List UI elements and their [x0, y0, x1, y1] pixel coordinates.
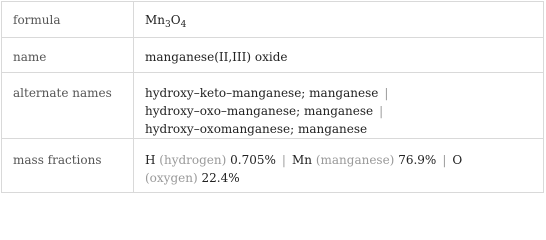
mass-fraction-o-value: 22.4%: [201, 171, 240, 185]
alternate-name-3: hydroxy–oxomanganese; manganese: [145, 122, 368, 136]
mass-fractions-label-cell: [2, 139, 134, 193]
mass-fraction-h-value: 0.705%: [230, 153, 276, 167]
alternate-name-separator-1: |: [384, 86, 389, 100]
name-label: name: [13, 50, 47, 64]
alternate-names-value: [145, 73, 535, 138]
formula-row: [2, 2, 544, 38]
formula-value: [145, 2, 535, 29]
name-row: [2, 38, 544, 73]
alternate-name-line-1: [145, 84, 535, 102]
alternate-names-value-cell: [134, 73, 544, 139]
mass-fraction-o-element: (oxygen): [145, 171, 198, 185]
name-value: manganese(II,III) oxide: [145, 50, 288, 64]
formula-mn-subscript: 3: [165, 20, 171, 30]
alternate-names-row: [2, 73, 544, 139]
mass-fraction-h-element: (hydrogen): [159, 153, 227, 167]
mass-fraction-mn-element: (manganese): [315, 153, 395, 167]
formula-o: O: [170, 13, 181, 27]
alternate-name-line-3: [145, 120, 535, 138]
mass-fractions-value-cell: [134, 139, 544, 193]
mass-fraction-mn-symbol: Mn: [291, 153, 312, 167]
mass-fraction-separator-2: |: [442, 153, 447, 167]
name-value-cell: [134, 38, 544, 73]
mass-fraction-h-symbol: H: [145, 153, 156, 167]
formula-value-cell: [134, 2, 544, 38]
mass-fraction-line-1: [145, 151, 535, 169]
alternate-name-separator-2: |: [379, 104, 384, 118]
formula-label-cell: [2, 2, 134, 38]
alternate-name-2: hydroxy–oxo–manganese; manganese: [145, 104, 374, 118]
mass-fraction-separator-1: |: [281, 153, 286, 167]
mass-fractions-label: mass fractions: [13, 153, 102, 167]
alternate-names-label-cell: [2, 73, 134, 139]
formula-o-subscript: 4: [180, 20, 187, 30]
mass-fractions-value: [145, 139, 535, 187]
mass-fractions-row: [2, 139, 544, 193]
name-label-cell: [2, 38, 134, 73]
alternate-names-label: alternate names: [13, 86, 112, 100]
properties-table: [1, 1, 544, 193]
mass-fraction-mn-value: 76.9%: [398, 153, 437, 167]
formula-label: formula: [13, 13, 61, 27]
alternate-name-1: hydroxy–keto–manganese; manganese: [145, 86, 379, 100]
formula-mn: Mn: [145, 13, 166, 27]
mass-fraction-line-2: [145, 169, 535, 187]
alternate-name-line-2: [145, 102, 535, 120]
mass-fraction-o-symbol: O: [452, 153, 463, 167]
